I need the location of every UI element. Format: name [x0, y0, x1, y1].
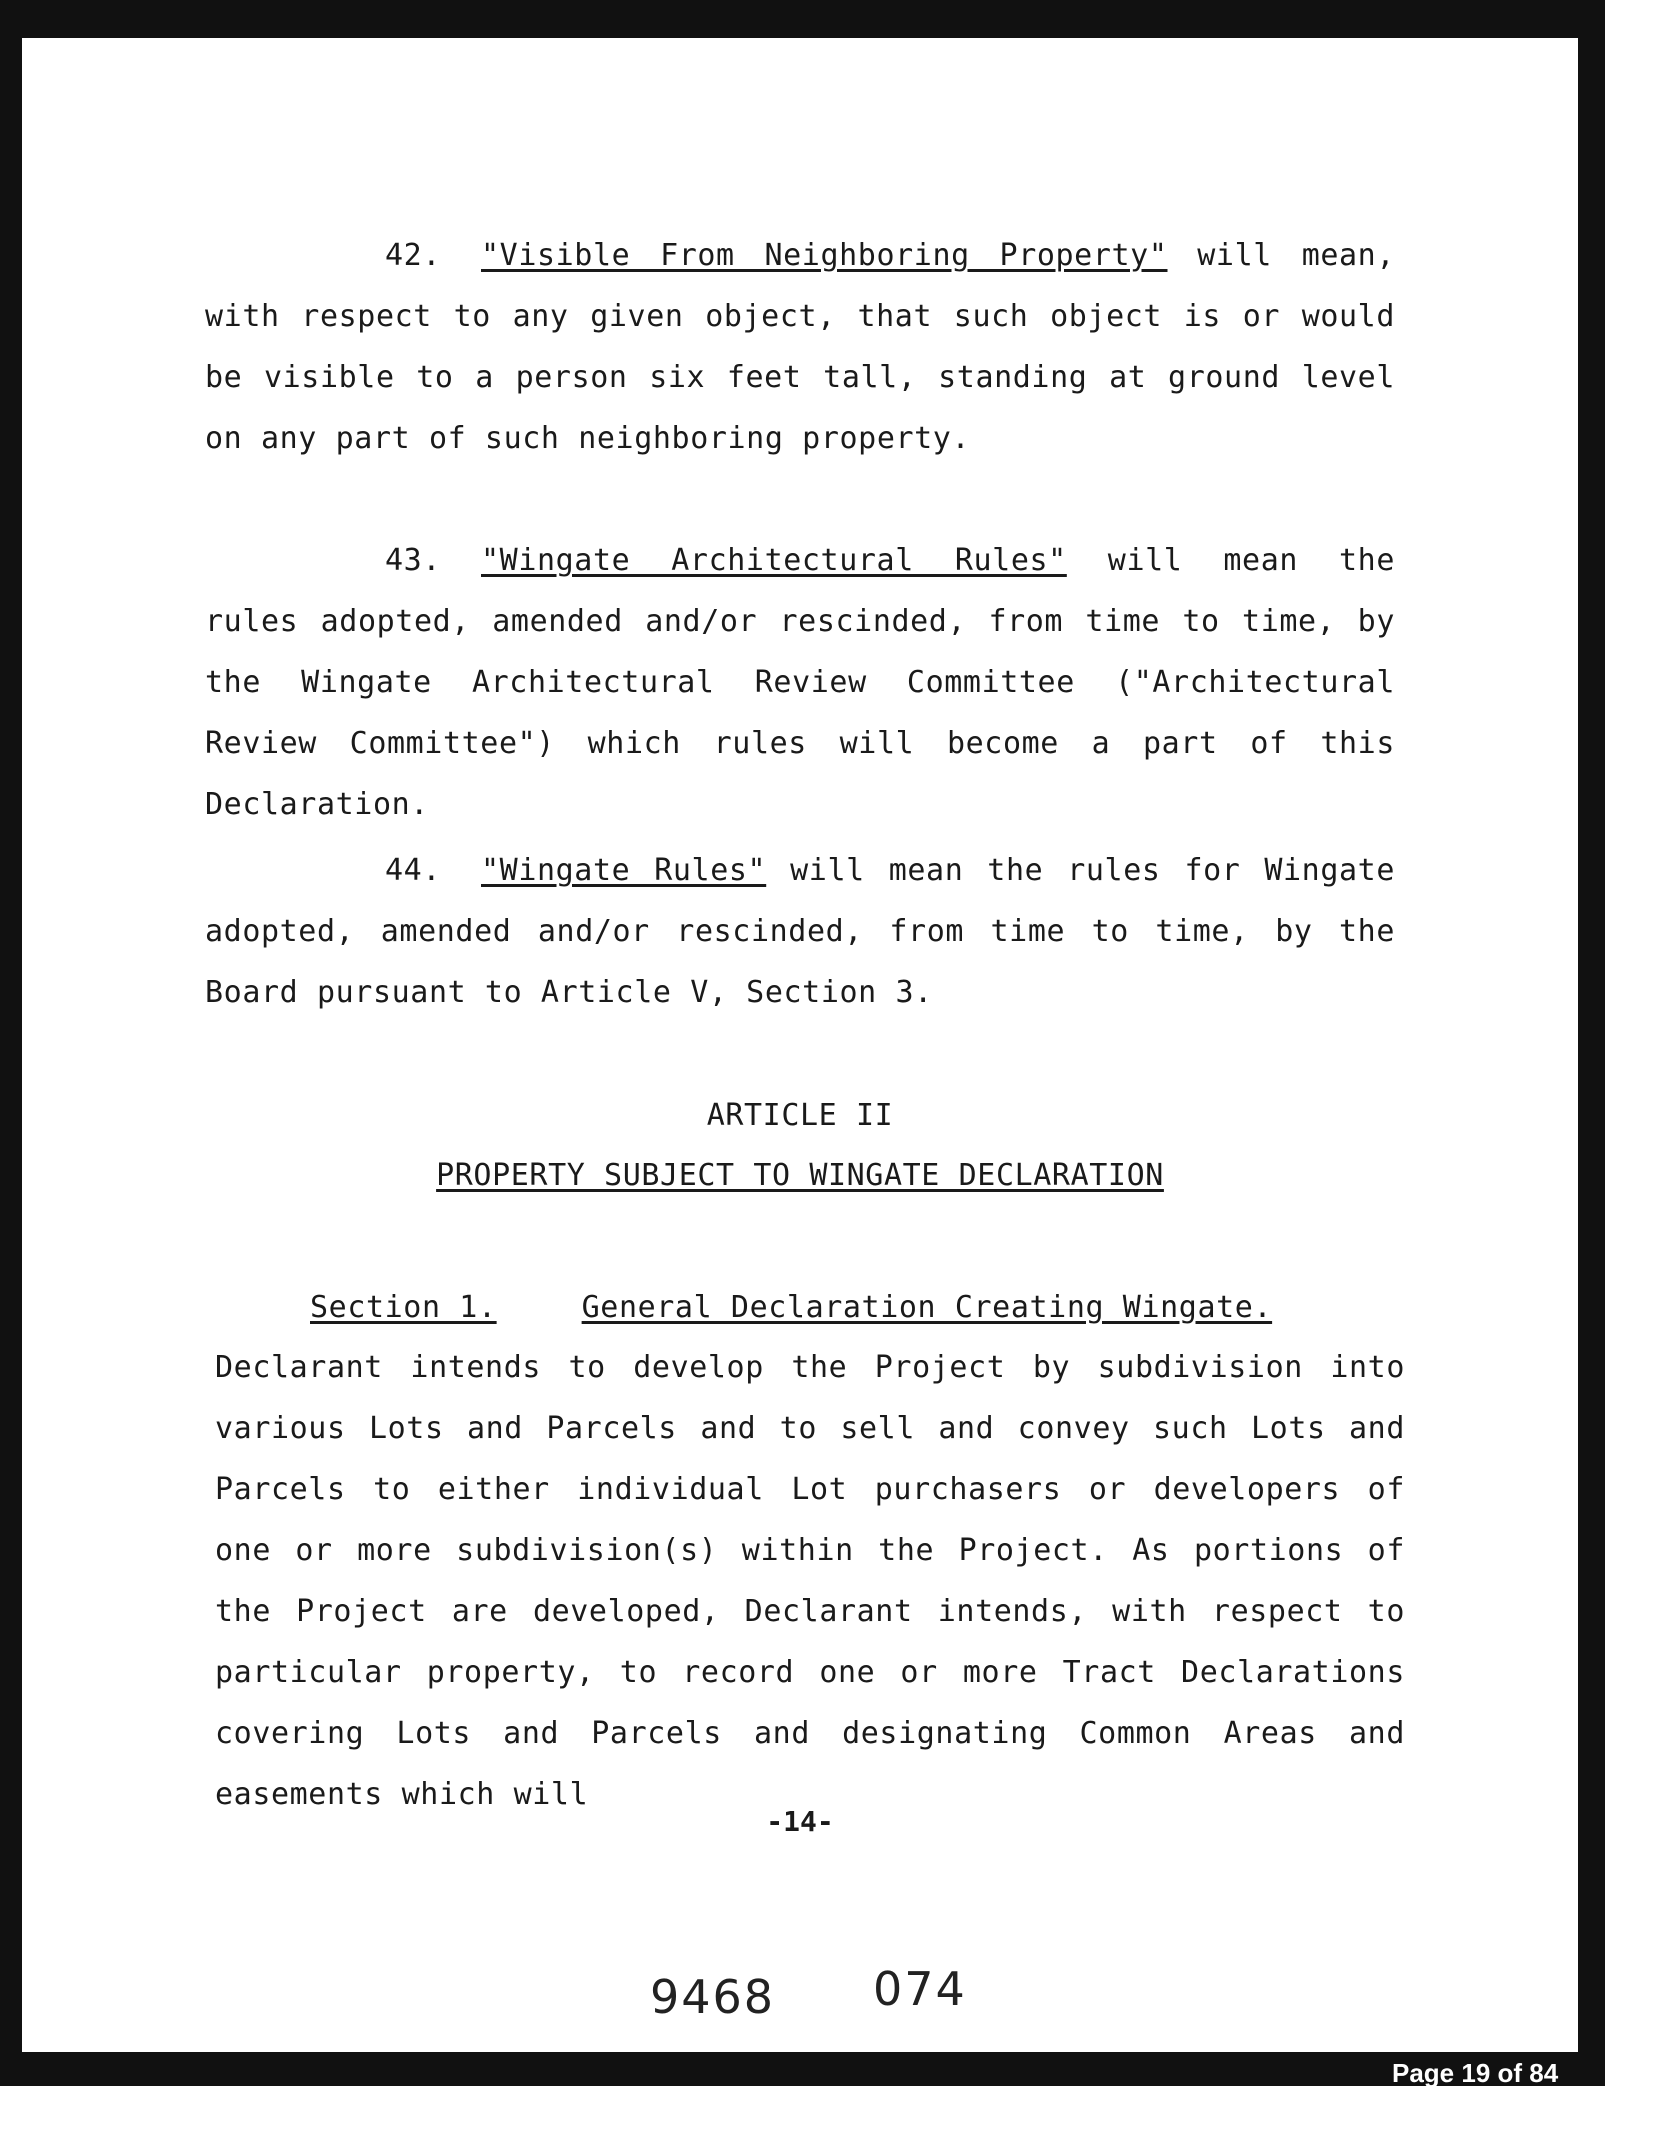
scan-border-bottom	[0, 2052, 1605, 2086]
definition-42	[205, 225, 1395, 469]
definition-number: 43.	[385, 543, 441, 578]
section-title: General Declaration Creating Wingate.	[581, 1290, 1273, 1325]
definition-term: "Visible From Neighboring Property"	[481, 238, 1168, 273]
definition-term: "Wingate Architectural Rules"	[481, 543, 1067, 578]
scan-border-top	[0, 0, 1600, 38]
section-label: Section 1.	[310, 1290, 497, 1325]
page-folio: -14-	[766, 1805, 834, 1838]
page-counter-label: Page 19 of 84	[1392, 2058, 1559, 2088]
section-heading	[310, 1290, 1272, 1325]
recording-book-number: 9468	[650, 1970, 776, 2024]
definition-43	[205, 530, 1395, 835]
definition-number: 42.	[385, 238, 441, 273]
article-heading: ARTICLE II	[706, 1098, 894, 1133]
definition-text: will mean the rules adopted, amended and/or rescinded, from time to time, by the Wingate Architectural Review Committee ("Architectural Review Committee") which rules will become a part of this Declaration.	[205, 543, 1396, 822]
scan-border-left	[0, 0, 22, 2085]
recording-page-number: 074	[873, 1962, 967, 2016]
definition-number: 44.	[385, 853, 441, 888]
section-body: Declarant intends to develop the Project by subdivision into various Lots and Parcels and to sell and convey such Lots and Parcels to either individual Lot purchasers or developers of one or more subdivision(s) within the Project. As portions of the Project are developed, Declarant intends, with respect to particular property, to record one or more Tract Declarations covering Lots and Parcels and designating Common Areas and easements which will	[215, 1350, 1405, 1812]
definition-text: will mean, with respect to any given object, that such object is or would be visible to a person six feet tall, standing at ground level on any part of such neighboring property.	[205, 238, 1396, 456]
definition-term: "Wingate Rules"	[481, 853, 767, 888]
scan-margin-right	[1605, 0, 1664, 2144]
definition-44	[205, 840, 1395, 1023]
definition-text: will mean the rules for Wingate adopted, amended and/or rescinded, from time to time, by the Board pursuant to Article V, Section 3.	[205, 853, 1395, 1010]
article-title: PROPERTY SUBJECT TO WINGATE DECLARATION	[436, 1158, 1164, 1193]
